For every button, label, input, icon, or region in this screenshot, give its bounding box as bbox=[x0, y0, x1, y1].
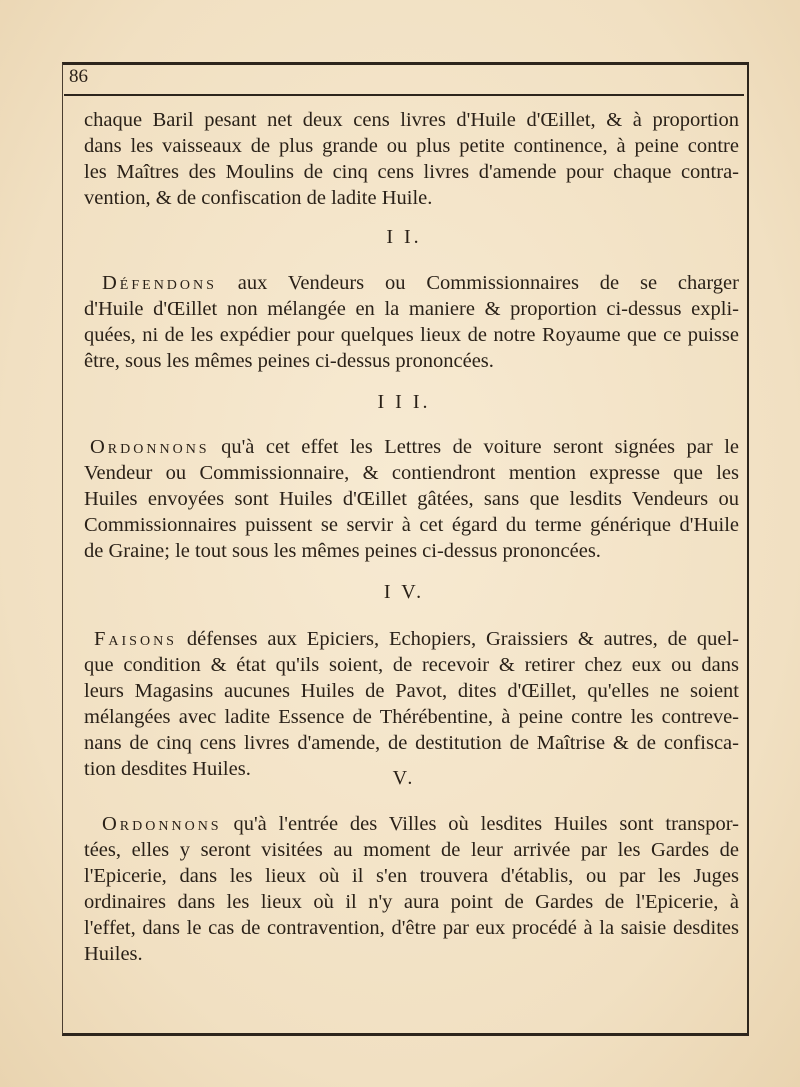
text-line: leurs Magasins aucunes Huiles de Pavot, dites d'Œillet, qu'elles ne soient bbox=[84, 680, 739, 702]
article-3-text bbox=[84, 434, 739, 564]
article-4-text bbox=[84, 626, 739, 782]
article-number-2: I I. bbox=[386, 226, 422, 248]
article-lead-word: Faisons bbox=[94, 628, 177, 650]
article-lead-word: Ordonnons bbox=[90, 436, 210, 458]
text-line: être, sous les mêmes peines ci-dessus prononcées. bbox=[84, 350, 494, 372]
paragraph-intro bbox=[84, 107, 739, 211]
article-number-4: I V. bbox=[383, 581, 425, 603]
article-number-5: V. bbox=[392, 767, 416, 789]
text-line: d'Huile d'Œillet non mélangée en la maniere & proportion ci-dessus expli- bbox=[84, 298, 739, 320]
text-line: chaque Baril pesant net deux cens livres d'Huile d'Œillet, & à proportion bbox=[84, 109, 739, 131]
article-2-text bbox=[84, 270, 739, 374]
text-line: Huiles. bbox=[84, 943, 143, 965]
article-lead-word: Ordonnons bbox=[102, 813, 222, 835]
text-line: quées, ni de les expédier pour quelques lieux de notre Royaume que ce puisse bbox=[84, 324, 739, 346]
text-line: dans les vaisseaux de plus grande ou plus petite continence, à peine contre bbox=[84, 135, 739, 157]
text-line: vention, & de confiscation de ladite Huile. bbox=[84, 187, 433, 209]
page-number: 86 bbox=[69, 66, 88, 87]
text-line: Faisons défenses aux Epiciers, Echopiers, Graissiers & autres, de quel- bbox=[94, 628, 739, 650]
text-line: Huiles envoyées sont Huiles d'Œillet gâtées, sans que lesdits Vendeurs ou bbox=[84, 488, 739, 510]
text-line: tées, elles y seront visitées au moment de leur arrivée par les Gardes de bbox=[84, 839, 739, 861]
text-line: l'Epicerie, dans les lieux où il s'en trouvera d'établis, ou par les Juges bbox=[84, 865, 739, 887]
article-5-text bbox=[84, 811, 739, 967]
text-line: ordinaires dans les lieux où il n'y aura point de Gardes de l'Epicerie, à bbox=[84, 891, 739, 913]
text-line: Ordonnons qu'à l'entrée des Villes où lesdites Huiles sont transpor- bbox=[102, 813, 739, 835]
text-line: Vendeur ou Commissionnaire, & contiendront mention expresse que les bbox=[84, 462, 739, 484]
text-line: tion desdites Huiles. bbox=[84, 758, 251, 780]
text-line: Ordonnons qu'à cet effet les Lettres de voiture seront signées par le bbox=[90, 436, 739, 458]
text-line: nans de cinq cens livres d'amende, de destitution de Maîtrise & de confisca- bbox=[84, 732, 739, 754]
text-line: de Graine; le tout sous les mêmes peines ci-dessus prononcées. bbox=[84, 540, 601, 562]
text-line: mélangées avec ladite Essence de Thérébentine, à peine contre les contreve- bbox=[84, 706, 739, 728]
text-line: Commissionnaires puissent se servir à cet égard du terme générique d'Huile bbox=[84, 514, 739, 536]
text-line: l'effet, dans le cas de contravention, d'être par eux procédé à la saisie desdites bbox=[84, 917, 739, 939]
text-line: que condition & état qu'ils soient, de recevoir & retirer chez eux ou dans bbox=[84, 654, 739, 676]
text-line: Défendons aux Vendeurs ou Commissionnaires de se charger bbox=[102, 272, 739, 294]
text-line: les Maîtres des Moulins de cinq cens livres d'amende pour chaque contra- bbox=[84, 161, 739, 183]
header-rule bbox=[64, 94, 744, 96]
article-lead-word: Défendons bbox=[102, 272, 217, 294]
article-number-3: I I I. bbox=[377, 391, 431, 413]
